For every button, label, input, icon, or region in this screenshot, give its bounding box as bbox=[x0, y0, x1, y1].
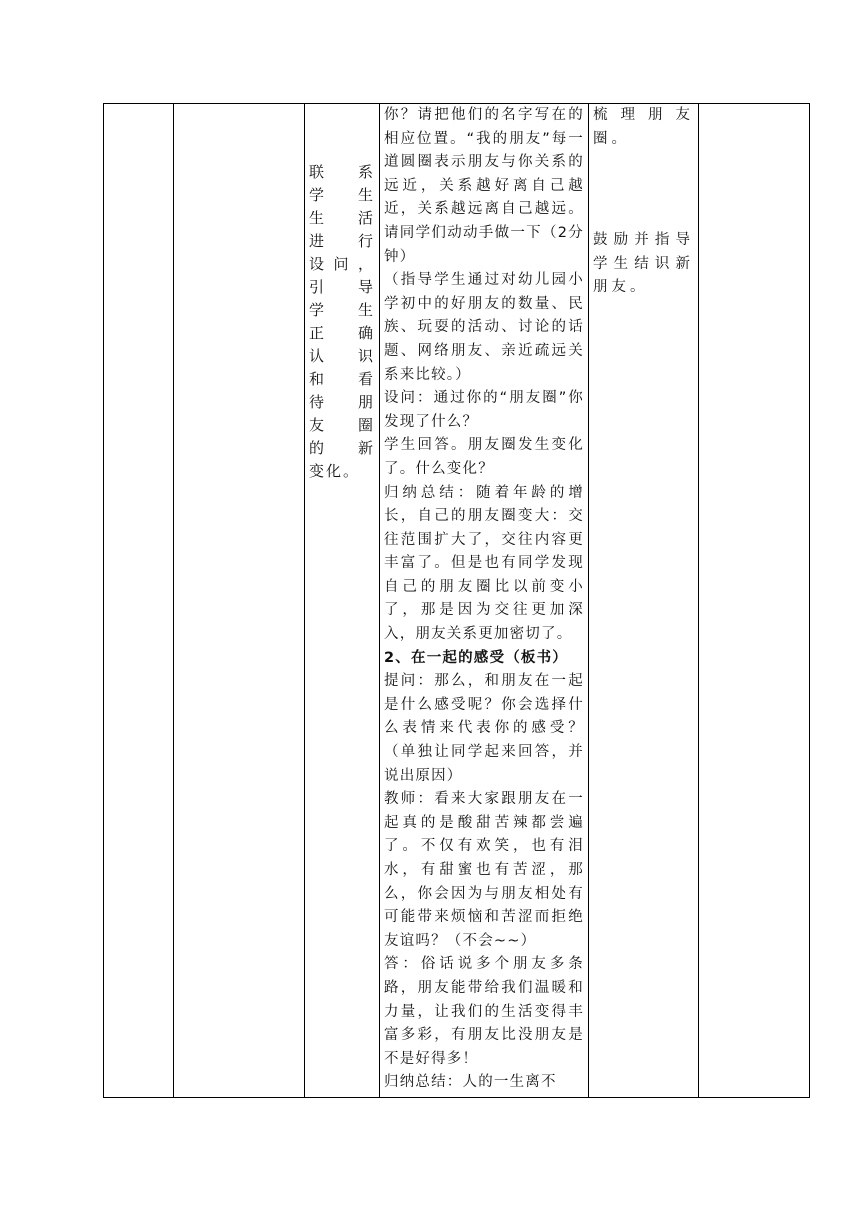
teacher-note: 鼓励并指导学生结识新朋友。 bbox=[593, 232, 694, 296]
teaching-process-cell bbox=[380, 104, 589, 1098]
empty-cell-6 bbox=[699, 104, 810, 1098]
process-paragraph: 教师：看来大家跟朋友在一起真的是酸甜苦辣都尝遍了。不仅有欢笑，也有泪水，有甜蜜也有苦涩，那么，你会因为与朋友相处有可能带来烦恼和苦涩而拒绝友谊吗？（不会~~） bbox=[384, 791, 584, 949]
purpose-line: 联 系 bbox=[309, 163, 375, 181]
purpose-line: 设问， bbox=[309, 255, 375, 273]
empty-cell-1 bbox=[104, 104, 174, 1098]
teaching-process-text bbox=[384, 104, 584, 1095]
process-paragraph: 归纳总结：人的一生离不 bbox=[384, 1074, 557, 1091]
purpose-line: 引 导 bbox=[309, 278, 375, 296]
process-paragraph: 学生回答。朋友圈发生变化了。什么变化？ bbox=[384, 437, 584, 477]
lesson-plan-table bbox=[103, 103, 810, 1098]
purpose-line: 进 行 bbox=[309, 232, 375, 250]
table-row bbox=[104, 104, 810, 1098]
purpose-line: 和 看 bbox=[309, 370, 375, 388]
process-paragraph: 答：俗话说多个朋友多条路，朋友能带给我们温暖和力量，让我们的生活变得丰富多彩，有朋友比没朋友是不是好得多！ bbox=[384, 956, 584, 1067]
process-paragraph: 归纳总结：随着年龄的增长，自己的朋友圈变大：交往范围扩大了，交往内容更丰富了。但是也有同学发现自己的朋友圈比以前变小了，那是因为交往更加深入，朋友关系更加密切了。 bbox=[384, 484, 584, 643]
process-paragraph: （指导学生通过对幼儿园小学初中的好朋友的数量、民族、玩耍的活动、讨论的话题、网络朋友、亲近疏远关系来比较。） bbox=[384, 272, 584, 383]
design-purpose-cell bbox=[305, 104, 380, 1098]
process-paragraph: 提问：那么，和朋友在一起是什么感受呢？你会选择什么表情来代表你的感受？（单独让同学起来回答，并说出原因） bbox=[384, 673, 584, 784]
spacer bbox=[593, 151, 694, 229]
design-purpose-text bbox=[309, 161, 375, 483]
section-heading: 2、在一起的感受（板书） bbox=[384, 649, 568, 666]
teacher-note: 梳理朋友圈。 bbox=[593, 107, 694, 147]
purpose-line: 的 新 bbox=[309, 439, 375, 457]
purpose-line: 待 朋 bbox=[309, 393, 375, 411]
purpose-line: 生 活 bbox=[309, 209, 375, 227]
purpose-line: 友 圈 bbox=[309, 416, 375, 434]
process-paragraph: 你？请把他们的名字写在的相应位置。“我的朋友”每一道圆圈表示朋友与你关系的远近，关系越好离自己越近，关系越远离自己越远。请同学们动动手做一下（2分钟） bbox=[384, 107, 584, 265]
process-paragraph: 设问：通过你的“朋友圈”你发现了什么？ bbox=[384, 390, 584, 430]
teacher-notes-cell bbox=[589, 104, 699, 1098]
teacher-notes-text bbox=[593, 104, 694, 300]
purpose-line: 学 生 bbox=[309, 301, 375, 319]
purpose-line: 认 识 bbox=[309, 347, 375, 365]
purpose-line: 正确 bbox=[309, 324, 375, 342]
purpose-line: 学 生 bbox=[309, 186, 375, 204]
purpose-line: 变化。 bbox=[309, 462, 361, 480]
empty-cell-2 bbox=[174, 104, 305, 1098]
